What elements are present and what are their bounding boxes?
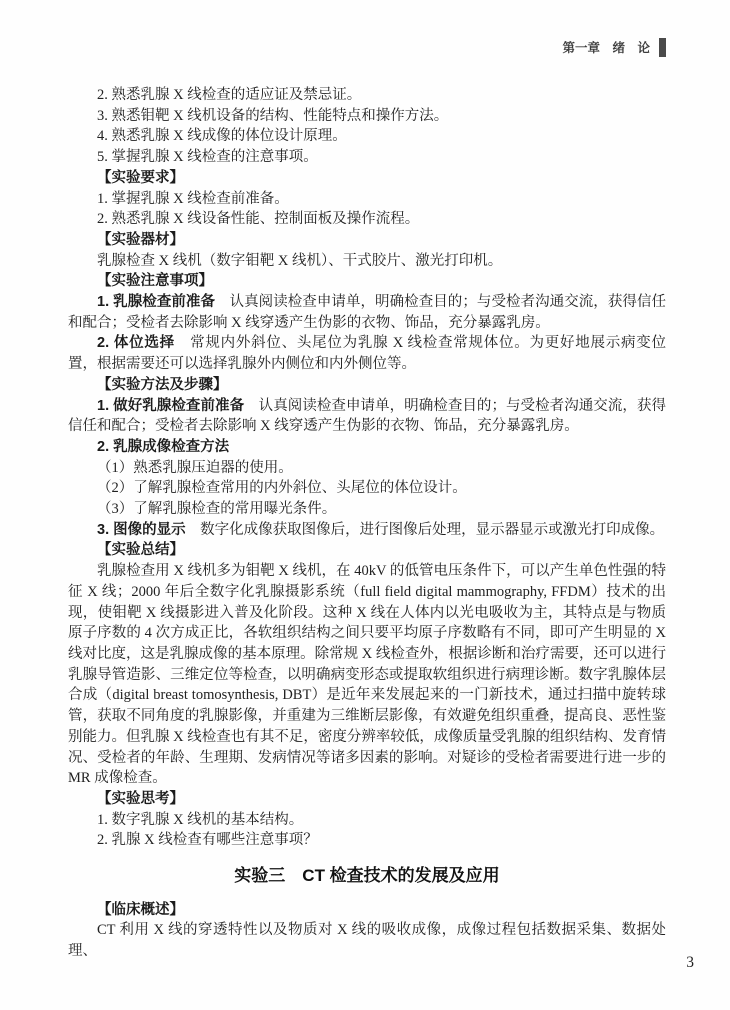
paragraph-text: 常规内外斜位、头尾位为乳腺 X 线检查常规体位。为更好地展示病变位置，根据需要还可以选择乳腺外内侧位和内外侧位等。 xyxy=(68,335,666,373)
list-item: 2. 乳腺 X 线检查有哪些注意事项？ xyxy=(97,832,318,849)
section-header: 【实验总结】 xyxy=(97,542,184,559)
list-item: 2. 熟悉乳腺 X 线设备性能、控制面板及操作流程。 xyxy=(97,211,420,228)
header-bar-decoration xyxy=(659,38,666,57)
paragraph xyxy=(68,396,666,437)
paragraph-text: 认真阅读检查申请单，明确检查目的；与受检者沟通交流，获得信任和配合；受检者去除影响 X 线穿透产生伪影的衣物、饰品，充分暴露乳房。 xyxy=(68,397,667,435)
section-header: 【临床概述】 xyxy=(97,901,184,918)
list-item: 5. 掌握乳腺 X 线检查的注意事项。 xyxy=(97,149,318,166)
running-header xyxy=(68,36,666,58)
list-item: 4. 熟悉乳腺 X 线成像的体位设计原理。 xyxy=(97,128,347,145)
running-footer xyxy=(686,954,694,972)
paragraph xyxy=(68,292,666,333)
paragraph: 乳腺检查用 X 线机多为钼靶 X 线机，在 40kV 的低管电压条件下，可以产生单色性强的特征 X 线；2000 年后全数字化乳腺摄影系统（full field digital mammography, FFDM）技术的出现，使钼靶 X 线摄影进入普及化阶段。这种 X 线在人体内以光电吸收为主，其特点是与物质原子序数的 4 次方成正比，各软组织结构之间只要平均原子序数略有不同，即可产生明显的 X 线对比度，这是乳腺成像的基本原理。除常规 X 线检查外，根据诊断和治疗需要，还可以进行乳腺导管造影、三维定位等检查，以明确病变形态或提取软组织进行病理诊断。数字乳腺体层合成（digital breast tomosynthesis, DBT）是近年来发展起来的一门新技术，通过扫描中旋转球管，获取不同角度的乳腺影像，并重建为三维断层影像，有效避免组织重叠，提高良、恶性鉴别能力。但乳腺 X 线检查也有其不足，密度分辨率较低，成像质量受乳腺的组织结构、发育情况、受检者的年龄、生理期、发病情况等诸多因素的影响。对疑诊的受检者需要进行进一步的 MR 成像检查。 xyxy=(68,563,666,787)
section-header: 【实验器材】 xyxy=(97,231,184,248)
paragraph-text: 认真阅读检查申请单，明确检查目的；与受检者沟通交流，获得信任和配合；受检者去除影响 X 线穿透产生伪影的衣物、饰品，充分暴露乳房。 xyxy=(68,294,666,331)
paragraph: 乳腺检查 X 线机（数字钼靶 X 线机）、干式胶片、激光打印机。 xyxy=(97,252,503,269)
paragraph-lead: 2. 体位选择 xyxy=(97,335,175,352)
list-item: （1）熟悉乳腺压迫器的使用。 xyxy=(97,459,293,476)
chapter-title: 第一章 绪 论 xyxy=(562,41,650,55)
list-item: 1. 掌握乳腺 X 线检查前准备。 xyxy=(97,190,289,207)
experiment-heading: 实验三 CT 检查技术的发展及应用 xyxy=(234,866,500,886)
section-header: 【实验方法及步骤】 xyxy=(97,376,228,393)
paragraph-text: 数字化成像获取图像后，进行图像后处理，显示器显示或激光打印成像。 xyxy=(185,521,665,538)
paragraph xyxy=(68,333,666,374)
paragraph-lead: 1. 做好乳腺检查前准备 xyxy=(97,397,245,414)
paragraph xyxy=(68,520,666,541)
list-item: （2）了解乳腺检查常用的内外斜位、头尾位的体位设计。 xyxy=(97,480,467,497)
paragraph: CT 利用 X 线的穿透特性以及物质对 X 线的吸收成像，成像过程包括数据采集、数据处理、 xyxy=(68,922,666,960)
list-item: 2. 熟悉乳腺 X 线检查的适应证及禁忌证。 xyxy=(97,87,362,103)
section-header: 【实验思考】 xyxy=(97,790,184,807)
page-number: 3 xyxy=(686,954,694,971)
section-header: 【实验要求】 xyxy=(97,169,184,186)
list-item: （3）了解乳腺检查的常用曝光条件。 xyxy=(97,501,337,518)
page-body xyxy=(68,85,666,962)
section-header: 【实验注意事项】 xyxy=(97,273,213,290)
list-item: 1. 数字乳腺 X 线机的基本结构。 xyxy=(97,811,304,828)
bold-list-item: 2. 乳腺成像检查方法 xyxy=(97,438,230,455)
paragraph-lead: 1. 乳腺检查前准备 xyxy=(97,294,216,311)
paragraph-lead: 3. 图像的显示 xyxy=(97,521,186,538)
list-item: 3. 熟悉钼靶 X 线机设备的结构、性能特点和操作方法。 xyxy=(97,107,449,124)
